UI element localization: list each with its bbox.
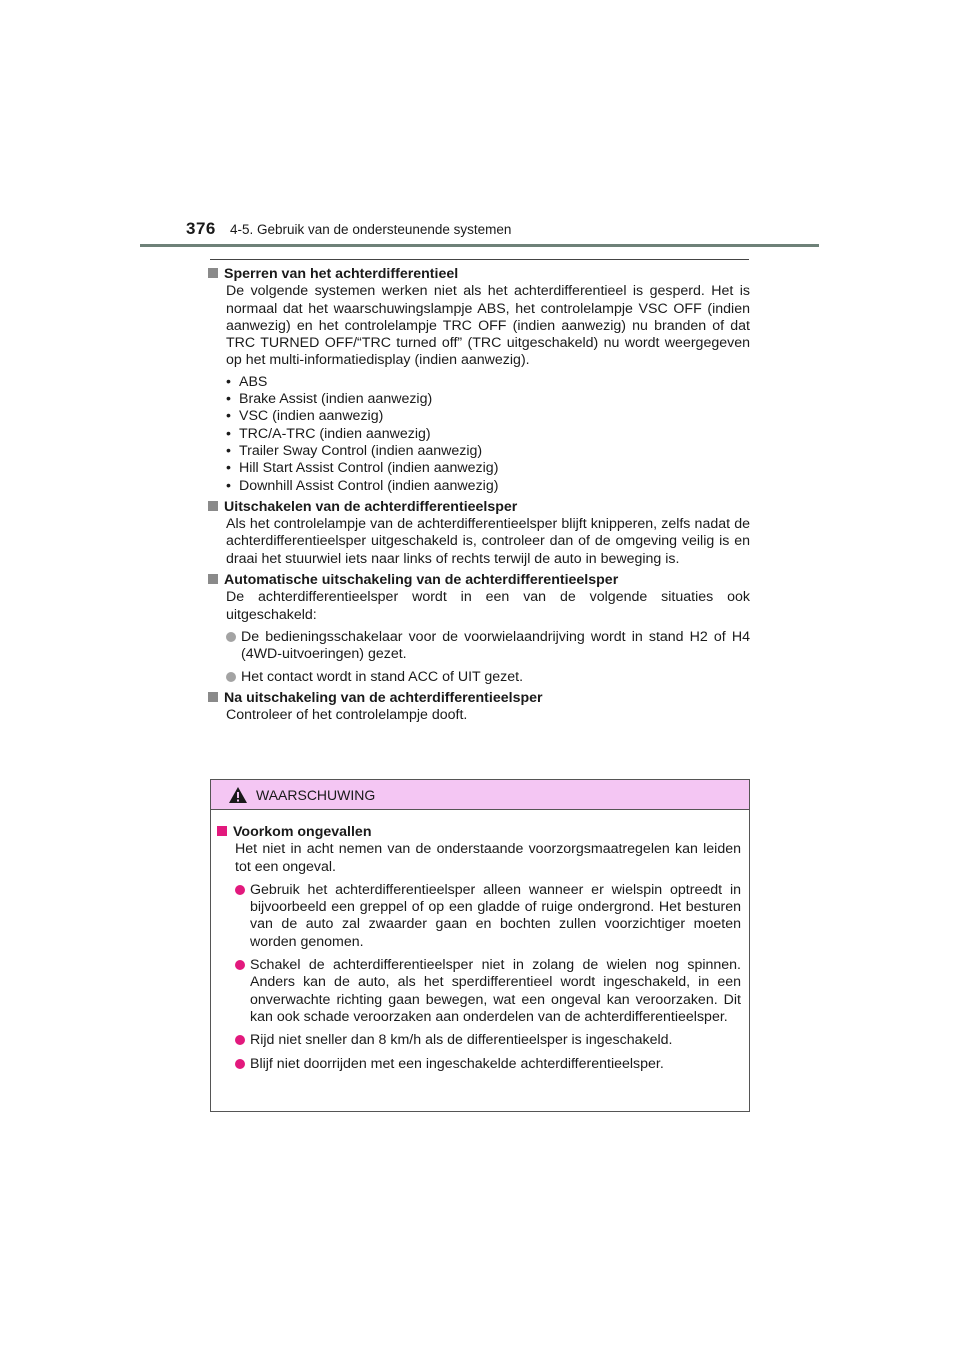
list-item: • Downhill Assist Control (indien aanwezig) [226, 477, 499, 494]
circle-bullet-icon [226, 632, 236, 642]
header-rule [140, 244, 819, 247]
square-bullet-icon [217, 826, 227, 836]
section-heading: Automatische uitschakeling van de achterdifferentieelsper [208, 572, 750, 589]
section-automatische-uitschakeling [208, 572, 750, 686]
list-item: • ABS [226, 373, 268, 390]
page-header [186, 219, 818, 247]
warning-box [210, 779, 750, 1112]
list-item: • Hill Start Assist Control (indien aanwezig) [226, 460, 499, 477]
section-paragraph: Controleer of het controlelampje dooft. [226, 707, 468, 724]
list-item: Schakel de achterdifferentieelsper niet in zolang de wielen nog spinnen. Anders kan de auto, als het sperdifferentieel wordt ingeschakeld, in een onverwachte richting gaan bewegen, wat een ongeval kan veroorzaken. Dit kan ook schade veroorzaken aan onderdelen van de achterdifferentieelsper. [217, 957, 741, 1026]
list-item: Gebruik het achterdifferentieelsper alleen wanneer er wielspin optreedt in bijvoorbeeld een greppel of op een gladde of ruige ondergrond. Het besturen van de auto zal zwaarder gaan en bochten zullen voorzichtiger moeten worden genomen. [217, 882, 741, 951]
circle-bullet-icon [235, 1059, 245, 1069]
section-paragraph: Als het controlelampje van de achterdifferentieelsper blijft knipperen, zelfs nadat de achterdifferentieelsper uitgeschakeld is, controleer dan of de omgeving veilig is en draai het stuurwiel iets naar links of rechts terwijl de auto in beweging is. [226, 516, 750, 567]
square-bullet-icon [208, 692, 218, 702]
warning-body [211, 810, 749, 1073]
circle-bullet-icon [235, 885, 245, 895]
page-number: 376 [186, 219, 216, 238]
warning-header [211, 780, 749, 810]
section-body [208, 589, 750, 624]
list-item: • VSC (indien aanwezig) [226, 408, 384, 425]
section-heading: Na uitschakeling van de achterdifferentieelsper [208, 690, 750, 707]
section-body [208, 283, 750, 369]
warning-title: WAARSCHUWING [256, 787, 376, 803]
warning-body-text [217, 841, 741, 876]
warning-heading: Voorkom ongevallen [217, 824, 741, 841]
list-item: • Brake Assist (indien aanwezig) [226, 391, 433, 408]
warning-paragraph: Het niet in acht nemen van de onderstaande voorzorgsmaatregelen kan leiden tot een ongeval. [235, 841, 741, 875]
chapter-title: 4-5. Gebruik van de ondersteunende systemen [230, 222, 512, 237]
section-paragraph: De achterdifferentieelsper wordt in een van de volgende situaties ook uitgeschakeld: [226, 589, 750, 623]
section-heading: Sperren van het achterdifferentieel [208, 266, 750, 283]
list-item: Blijf niet doorrijden met een ingeschakelde achterdifferentieelsper. [217, 1056, 741, 1073]
list-item: Rijd niet sneller dan 8 km/h als de differentieelsper is ingeschakeld. [217, 1032, 741, 1049]
square-bullet-icon [208, 574, 218, 584]
section-body [208, 516, 750, 568]
circle-bullet-icon [235, 1035, 245, 1045]
circle-bullet-icon [226, 672, 236, 682]
list-item: De bedieningsschakelaar voor de voorwielaandrijving wordt in stand H2 of H4 (4WD-uitvoeringen) gezet. [208, 629, 750, 664]
circle-bullet-icon [235, 960, 245, 970]
list-item: • TRC/A-TRC (indien aanwezig) [226, 425, 431, 442]
list-item: • Trailer Sway Control (indien aanwezig) [226, 442, 483, 459]
section-na-uitschakeling [208, 690, 750, 725]
section-sperren [208, 266, 750, 495]
content-rule [210, 259, 749, 260]
list-item: Het contact wordt in stand ACC of UIT gezet. [208, 669, 750, 686]
section-heading: Uitschakelen van de achterdifferentieelsper [208, 499, 750, 516]
section-body [208, 707, 750, 724]
section-uitschakelen [208, 499, 750, 568]
main-content [208, 266, 750, 728]
warning-triangle-icon [228, 786, 248, 804]
square-bullet-icon [208, 501, 218, 511]
bullet-list [208, 374, 750, 495]
square-bullet-icon [208, 268, 218, 278]
section-paragraph: De volgende systemen werken niet als het achterdifferentieel is gesperd. Het is normaal dat het waarschuwingslampje ABS, het controlelampje VSC OFF (indien aanwezig) en het controlelampje TRC OFF (indien aanwezig) nu branden of dat TRC TURNED OFF/“TRC turned off” (TRC uitgeschakeld) nu wordt weergegeven op het multi-informatiedisplay (indien aanwezig). [226, 283, 750, 369]
